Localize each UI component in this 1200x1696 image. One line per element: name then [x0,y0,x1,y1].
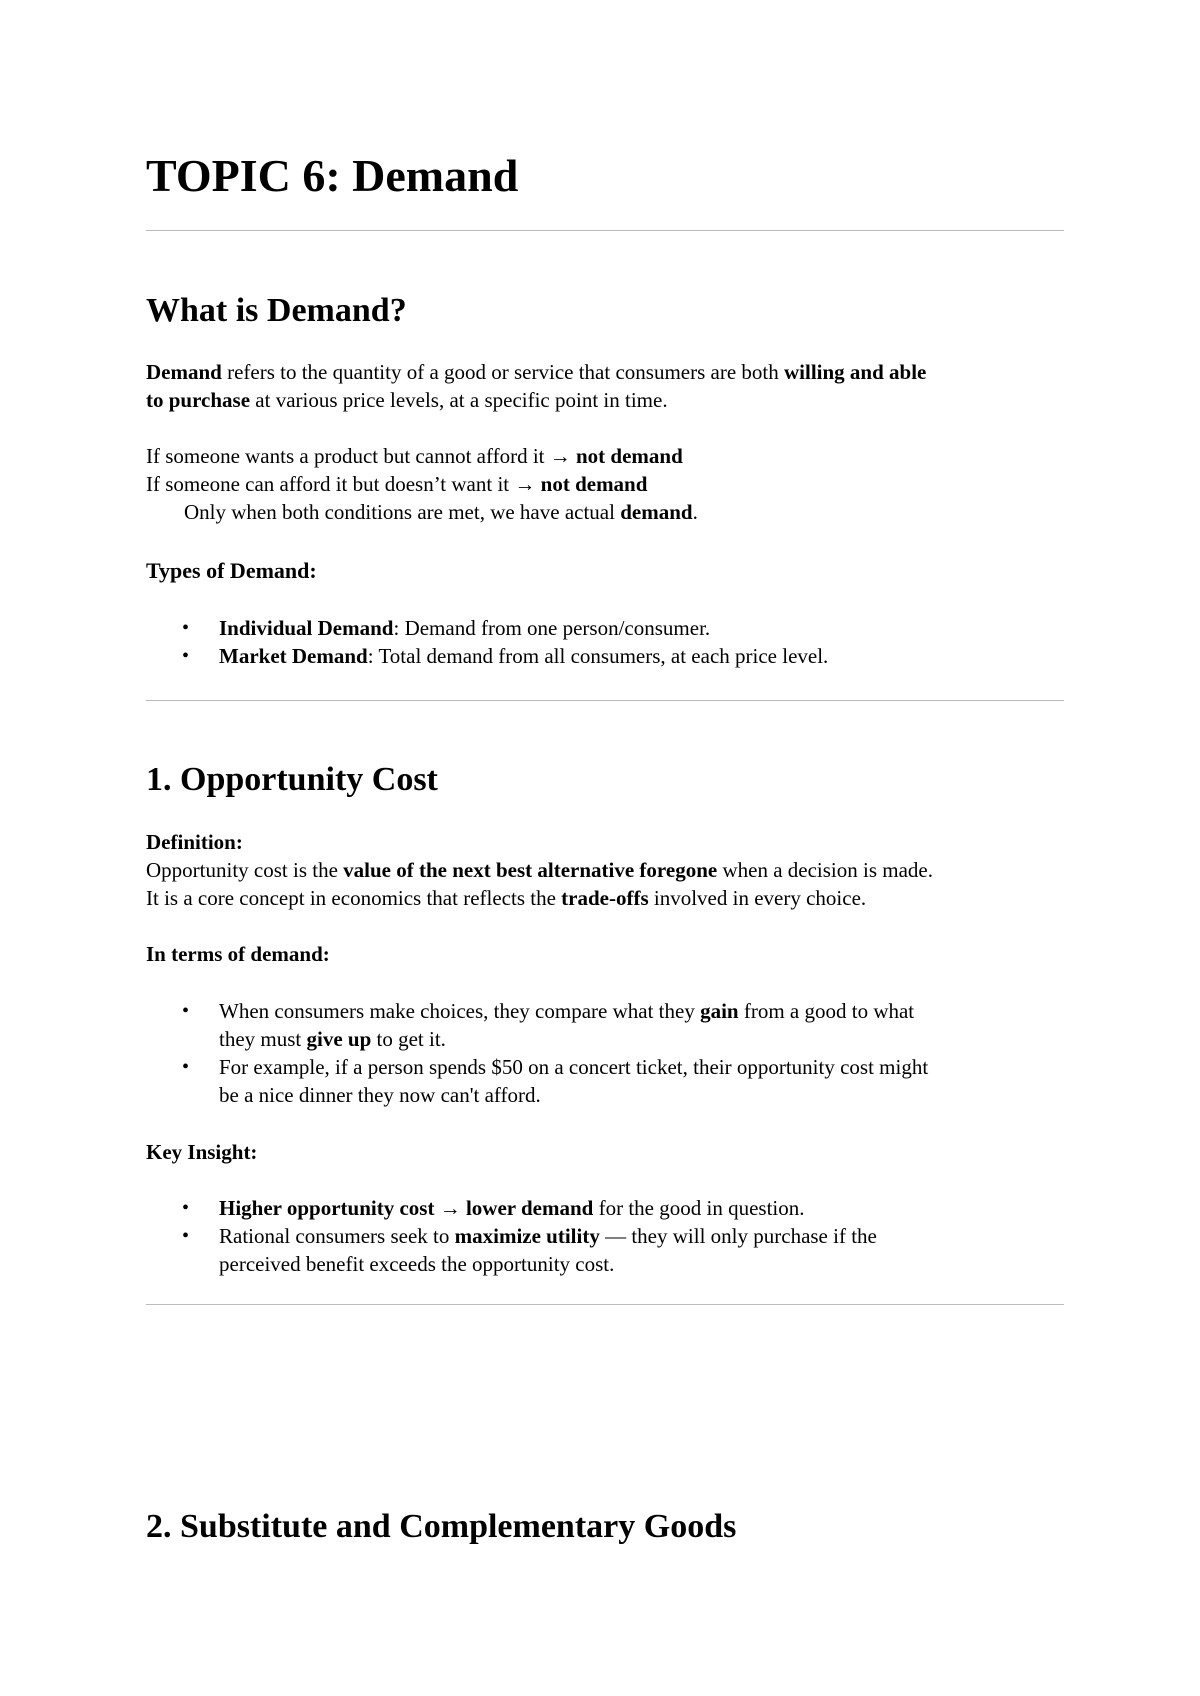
text: they must [219,1027,307,1051]
text: Opportunity cost is the [146,858,344,882]
bold-text: willing and able [784,360,927,384]
definition-line-1 [146,856,933,884]
text: If someone can afford it but doesn’t want it → [146,472,541,496]
text: when a decision is made. [717,858,933,882]
definition-label [146,828,243,856]
text: at various price levels, at a specific point in time. [250,388,668,412]
divider [146,230,1064,231]
bold-text: Market Demand [219,644,368,668]
condition-line-2 [146,470,647,498]
text: refers to the quantity of a good or service that consumers are both [221,360,784,384]
bullet-icon: • [182,1197,190,1219]
text: It is a core concept in economics that reflects the [146,886,562,910]
text: involved in every choice. [648,886,867,910]
in-terms-of-demand-label [146,940,330,968]
divider [146,700,1064,701]
definition-line-2 [146,884,866,912]
text: from a good to what [738,999,915,1023]
text: to get it. [371,1027,446,1051]
condition-line-3 [184,498,698,526]
bold-text: not demand [540,472,648,496]
text: Rational consumers seek to [219,1224,455,1248]
demand-definition-line-1 [146,358,926,386]
section-heading-what-is-demand: What is Demand? [146,292,407,329]
bold-text: give up [306,1027,372,1051]
types-of-demand-heading: Types of Demand: [146,558,317,583]
text: . [692,500,698,524]
bold-text: trade-offs [561,886,649,910]
bullet-icon: • [182,1000,190,1022]
text: For example, if a person spends $50 on a concert ticket, their opportunity cost might [219,1055,929,1079]
bold-text: Higher opportunity cost [219,1196,435,1220]
in-terms-list [146,997,928,1109]
list-item [146,1194,877,1222]
condition-line-1 [146,442,683,470]
text: If someone wants a product but cannot afford it → [146,444,576,468]
section-heading-substitute-goods: 2. Substitute and Complementary Goods [146,1508,737,1545]
bold-text: not demand [576,444,683,468]
bold-text: to purchase [146,388,251,412]
text: perceived benefit exceeds the opportunity cost. [219,1252,615,1276]
text: : Demand from one person/consumer. [393,616,711,640]
list-item [146,1222,877,1278]
bold-text: Key Insight: [146,1140,258,1164]
key-insight-label [146,1138,257,1166]
key-insight-list [146,1194,877,1278]
bold-text: In terms of demand: [146,942,330,966]
bold-text: demand [620,500,693,524]
bold-text: maximize utility [454,1224,600,1248]
types-of-demand-list [146,614,828,670]
bullet-icon: • [182,1225,190,1247]
bold-text: gain [700,999,739,1023]
text: for the good in question. [593,1196,805,1220]
bold-text: Individual Demand [219,616,394,640]
bold-text: Demand [146,360,222,384]
bold-text: value of the next best alternative foregone [343,858,718,882]
text: → [434,1196,466,1220]
list-item [146,642,828,670]
text: be a nice dinner they now can't afford. [219,1083,541,1107]
bullet-icon: • [182,1056,190,1078]
text: : Total demand from all consumers, at each price level. [367,644,829,668]
bullet-icon: • [182,617,190,639]
section-heading-opportunity-cost: 1. Opportunity Cost [146,761,438,798]
list-item [146,997,928,1053]
page-title: TOPIC 6: Demand [146,150,519,201]
demand-definition-line-2 [146,386,668,414]
bullet-icon: • [182,645,190,667]
text: When consumers make choices, they compare what they [219,999,701,1023]
bold-text: lower demand [465,1196,594,1220]
bold-text: Definition: [146,830,243,854]
text: Only when both conditions are met, we have actual [184,500,621,524]
list-item [146,614,828,642]
text: — they will only purchase if the [599,1224,877,1248]
divider [146,1304,1064,1305]
list-item [146,1053,928,1109]
